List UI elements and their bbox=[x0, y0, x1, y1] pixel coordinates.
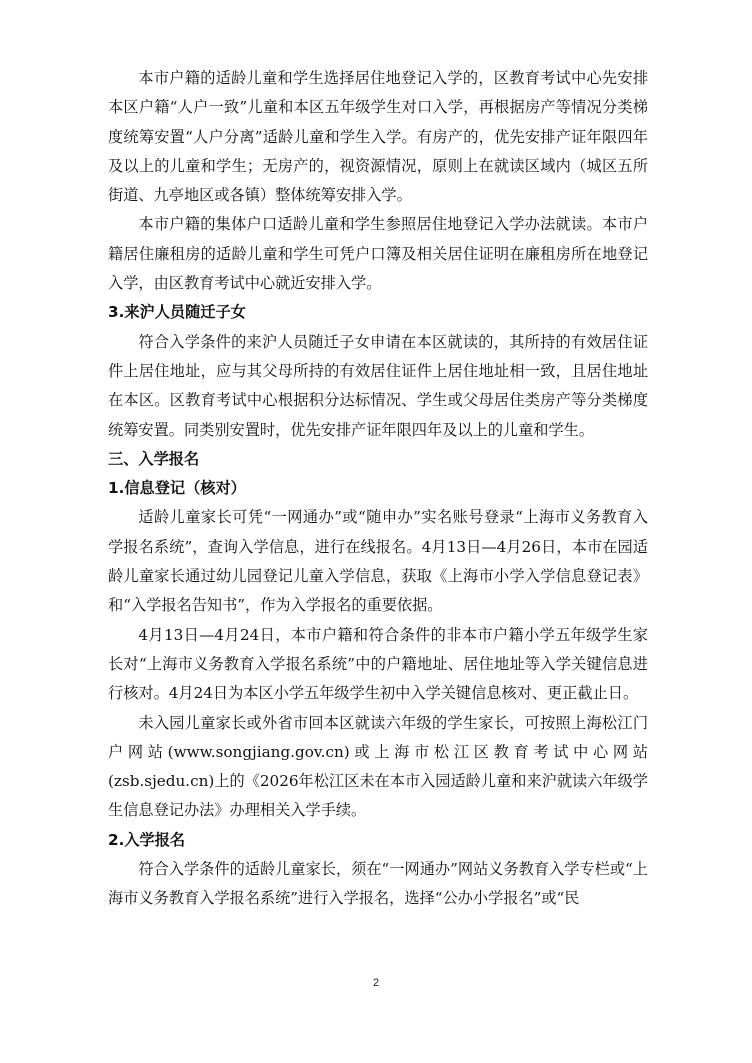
heading-enrollment-registration: 三、入学报名 bbox=[108, 449, 200, 468]
paragraph-non-kindergarten: 未入园儿童家长或外省市回本区就读六年级的学生家长，可按照上海松江门户网站(www.songjiang.gov.cn)或上海市松江区教育考试中心网站(zsb.sjedu.cn)上的《2026年松江区未在本市入园适龄儿童和来沪就读六年级学生信息登记办法》办理相关入学手续。 bbox=[108, 713, 648, 820]
paragraph-enrollment-apply: 符合入学条件的适龄儿童家长，须在“一网通办”网站义务教育入学专栏或“上海市义务教育入学报名系统”进行入学报名，选择“公办小学报名”或“民 bbox=[108, 860, 648, 908]
document-body bbox=[108, 64, 648, 914]
heading-migrant-children: 3.来沪人员随迁子女 bbox=[108, 303, 246, 322]
heading-enrollment: 2.入学报名 bbox=[108, 830, 186, 849]
paragraph-grade5-verification: 4月13日—4月24日，本市户籍和符合条件的非本市户籍小学五年级学生家长对“上海市义务教育入学报名系统”中的户籍地址、居住地址等入学关键信息进行核对。4月24日为本区小学五年级学生初中入学关键信息核对、更正截止日。 bbox=[108, 625, 648, 703]
page-number: 2 bbox=[372, 977, 380, 989]
paragraph-collective-hukou: 本市户籍的集体户口适龄儿童和学生参照居住地登记入学办法就读。本市户籍居住廉租房的适龄儿童和学生可凭户口簿及相关居住证明在廉租房所在地登记入学，由区教育考试中心就近安排入学。 bbox=[108, 215, 648, 293]
paragraph-online-registration: 适龄儿童家长可凭“一网通办”或“随申办”实名账号登录“上海市义务教育入学报名系统”，查询入学信息，进行在线报名。4月13日—4月26日，本市在园适龄儿童家长通过幼儿园登记儿童入学信息，获取《上海市小学入学信息登记表》和“入学报名告知书”，作为入学报名的重要依据。 bbox=[108, 508, 648, 615]
heading-info-registration: 1.信息登记（核对） bbox=[108, 479, 246, 498]
paragraph-migrant-children: 符合入学条件的来沪人员随迁子女申请在本区就读的，其所持的有效居住证件上居住地址，应与其父母所持的有效居住证件上居住地址相一致，且居住地址在本区。区教育考试中心根据积分达标情况、学生或父母居住类房产等分类梯度统筹安置。同类别安置时，优先安排产证年限四年及以上的儿童和学生。 bbox=[108, 332, 648, 439]
paragraph-huji-residence: 本市户籍的适龄儿童和学生选择居住地登记入学的，区教育考试中心先安排本区户籍“人户一致”儿童和本区五年级学生对口入学，再根据房产等情况分类梯度统筹安置“人户分离”适龄儿童和学生入学。有房产的，优先安排产证年限四年及以上的儿童和学生；无房产的，视资源情况，原则上在就读区域内（城区五所街道、九亭地区或各镇）整体统筹安排入学。 bbox=[108, 69, 648, 205]
